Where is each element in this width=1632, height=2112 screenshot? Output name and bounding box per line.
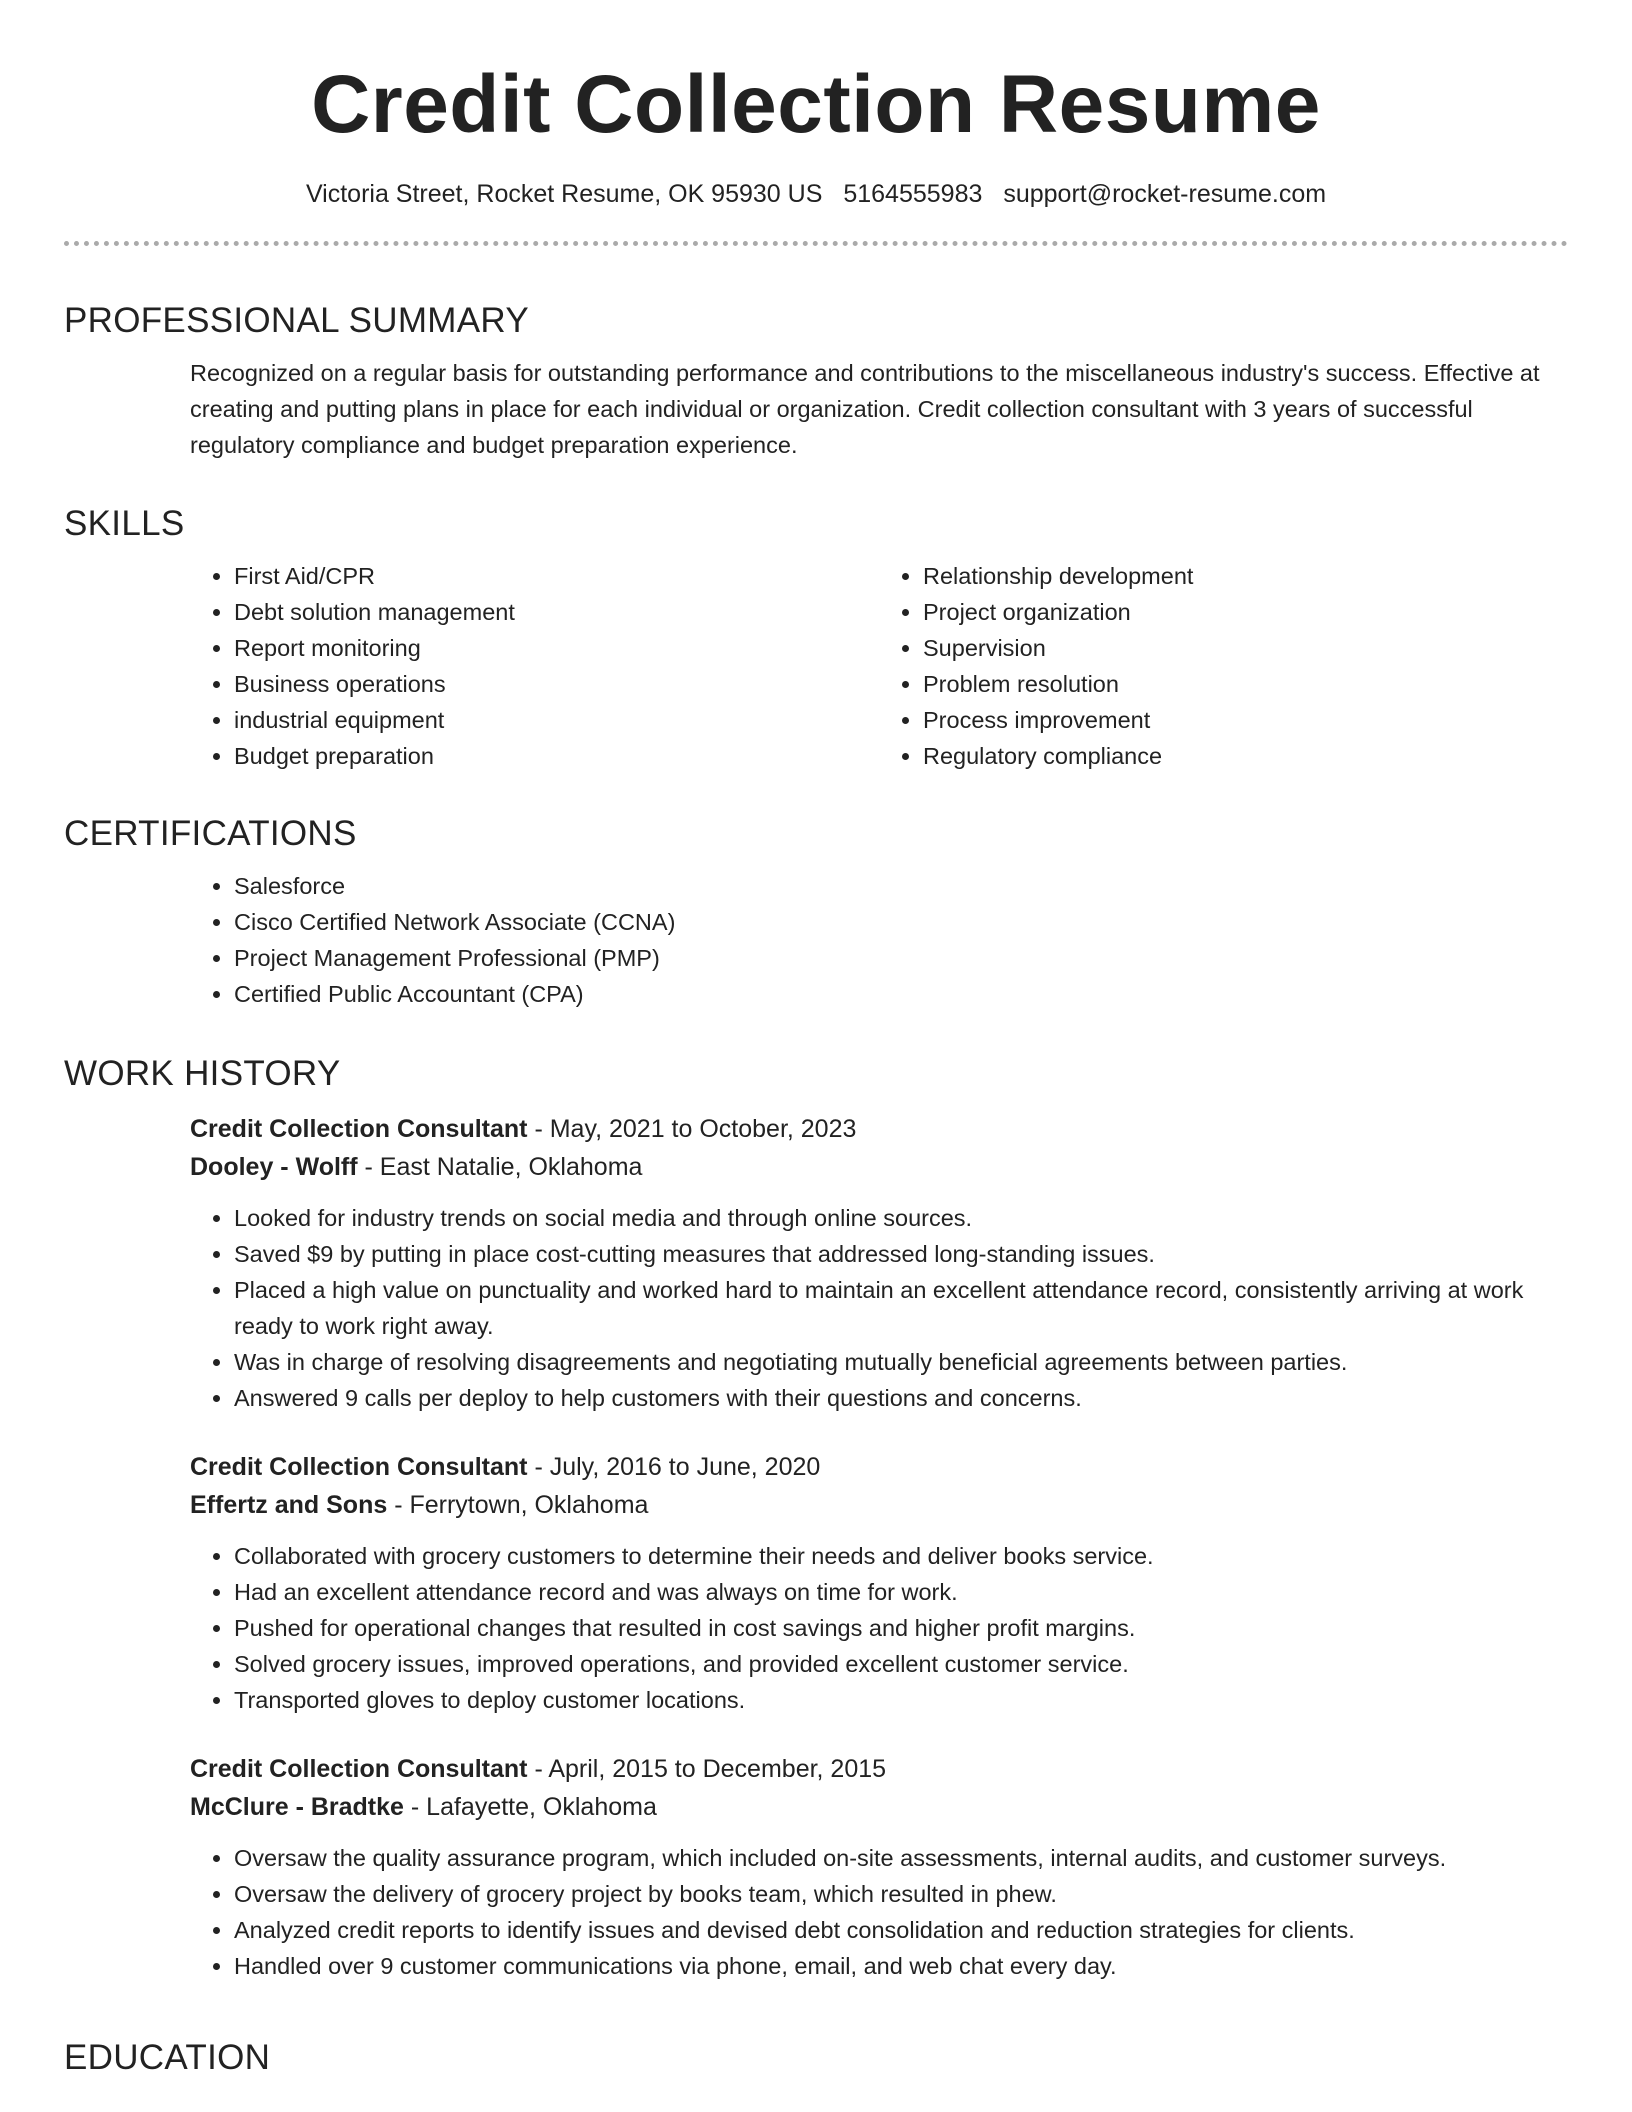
skill-item: • Supervision [923, 630, 1568, 666]
certifications-heading: CERTIFICATIONS [64, 814, 357, 853]
skills-list-left [190, 558, 879, 774]
job-entry [190, 1448, 1568, 1718]
work-history-section [64, 1056, 1568, 2016]
job-bullet: • Solved grocery issues, improved operations, and provided excellent customer service. [234, 1646, 1568, 1682]
skill-item: • Business operations [234, 666, 879, 702]
job-company: McClure - Bradtke [190, 1793, 404, 1821]
skill-item: • industrial equipment [234, 702, 879, 738]
job-bullet: • Analyzed credit reports to identify issues and devised debt consolidation and reduction strategies for clients. [234, 1912, 1568, 1948]
job-title: Credit Collection Consultant [190, 1453, 528, 1481]
job-title: Credit Collection Consultant [190, 1115, 528, 1143]
education-section [64, 2040, 1568, 2075]
job-bullet: • Placed a high value on punctuality and worked hard to maintain an excellent attendance record, consistently arriving at work ready to work right away. [234, 1272, 1568, 1344]
summary-text: Recognized on a regular basis for outstanding performance and contributions to the miscellaneous industry's success. Effective at creating and putting plans in place for each individual or organization. Credit collection consultant with 3 years of successful regulatory compliance and budget preparation experience. [190, 360, 1540, 458]
contact-email: support@rocket-resume.com [1003, 180, 1327, 208]
certification-item: • Certified Public Accountant (CPA) [234, 976, 1568, 1012]
job-company-line [190, 1148, 1568, 1186]
job-bullet: • Saved $9 by putting in place cost-cutting measures that addressed long-standing issues. [234, 1236, 1568, 1272]
job-bullet: • Collaborated with grocery customers to determine their needs and deliver books service. [234, 1538, 1568, 1574]
job-title-line [190, 1750, 1568, 1788]
resume-page [64, 0, 1568, 2077]
job-title-line [190, 1110, 1568, 1148]
job-bullets [190, 1200, 1568, 1416]
job-bullet: • Looked for industry trends on social media and through online sources. [234, 1200, 1568, 1236]
job-location: - Lafayette, Oklahoma [403, 1793, 657, 1821]
job-dates: - July, 2016 to June, 2020 [527, 1453, 821, 1481]
job-location: - East Natalie, Oklahoma [357, 1153, 643, 1181]
education-heading: EDUCATION [64, 2038, 271, 2077]
job-bullet: • Answered 9 calls per deploy to help customers with their questions and concerns. [234, 1380, 1568, 1416]
contact-phone: 5164555983 [843, 180, 983, 208]
job-bullet: • Transported gloves to deploy customer locations. [234, 1682, 1568, 1718]
skill-item: • Report monitoring [234, 630, 879, 666]
certifications-list [190, 868, 1568, 1012]
skill-item: • Regulatory compliance [923, 738, 1568, 774]
job-company: Dooley - Wolff [190, 1153, 358, 1181]
skill-item: • Problem resolution [923, 666, 1568, 702]
job-company-line [190, 1486, 1568, 1524]
job-company-line [190, 1788, 1568, 1826]
skill-item: • Project organization [923, 594, 1568, 630]
summary-section [64, 303, 1568, 463]
job-bullet: • Pushed for operational changes that resulted in cost savings and higher profit margins. [234, 1610, 1568, 1646]
certification-item: • Project Management Professional (PMP) [234, 940, 1568, 976]
skill-item: • Relationship development [923, 558, 1568, 594]
job-bullets [190, 1538, 1568, 1718]
job-dates: - May, 2021 to October, 2023 [527, 1115, 857, 1143]
skills-list-right [879, 558, 1568, 774]
work-history-heading: WORK HISTORY [64, 1054, 341, 1093]
job-location: - Ferrytown, Oklahoma [387, 1491, 649, 1519]
job-company: Effertz and Sons [190, 1491, 388, 1519]
skills-section [64, 506, 1568, 774]
header-divider [64, 241, 1568, 246]
skill-item: • Budget preparation [234, 738, 879, 774]
job-entry [190, 1750, 1568, 1984]
contact-line [64, 182, 1568, 207]
job-dates: - April, 2015 to December, 2015 [527, 1755, 887, 1783]
summary-heading: PROFESSIONAL SUMMARY [64, 301, 529, 340]
contact-address: Victoria Street, Rocket Resume, OK 95930 US [305, 180, 823, 208]
certification-item: • Cisco Certified Network Associate (CCNA) [234, 904, 1568, 940]
job-entry [190, 1110, 1568, 1416]
skills-heading: SKILLS [64, 504, 185, 543]
job-bullets [190, 1840, 1568, 1984]
certification-item: • Salesforce [234, 868, 1568, 904]
job-bullet: • Oversaw the delivery of grocery project by books team, which resulted in phew. [234, 1876, 1568, 1912]
resume-title: Credit Collection Resume [311, 59, 1321, 150]
skill-item: • Process improvement [923, 702, 1568, 738]
job-title-line [190, 1448, 1568, 1486]
skills-columns [190, 558, 1568, 774]
job-bullet: • Was in charge of resolving disagreements and negotiating mutually beneficial agreements between parties. [234, 1344, 1568, 1380]
job-bullet: • Had an excellent attendance record and was always on time for work. [234, 1574, 1568, 1610]
job-bullet: • Oversaw the quality assurance program, which included on-site assessments, internal audits, and customer surveys. [234, 1840, 1568, 1876]
job-title: Credit Collection Consultant [190, 1755, 528, 1783]
skill-item: • Debt solution management [234, 594, 879, 630]
skill-item: • First Aid/CPR [234, 558, 879, 594]
job-bullet: • Handled over 9 customer communications via phone, email, and web chat every day. [234, 1948, 1568, 1984]
certifications-section [64, 816, 1568, 1012]
